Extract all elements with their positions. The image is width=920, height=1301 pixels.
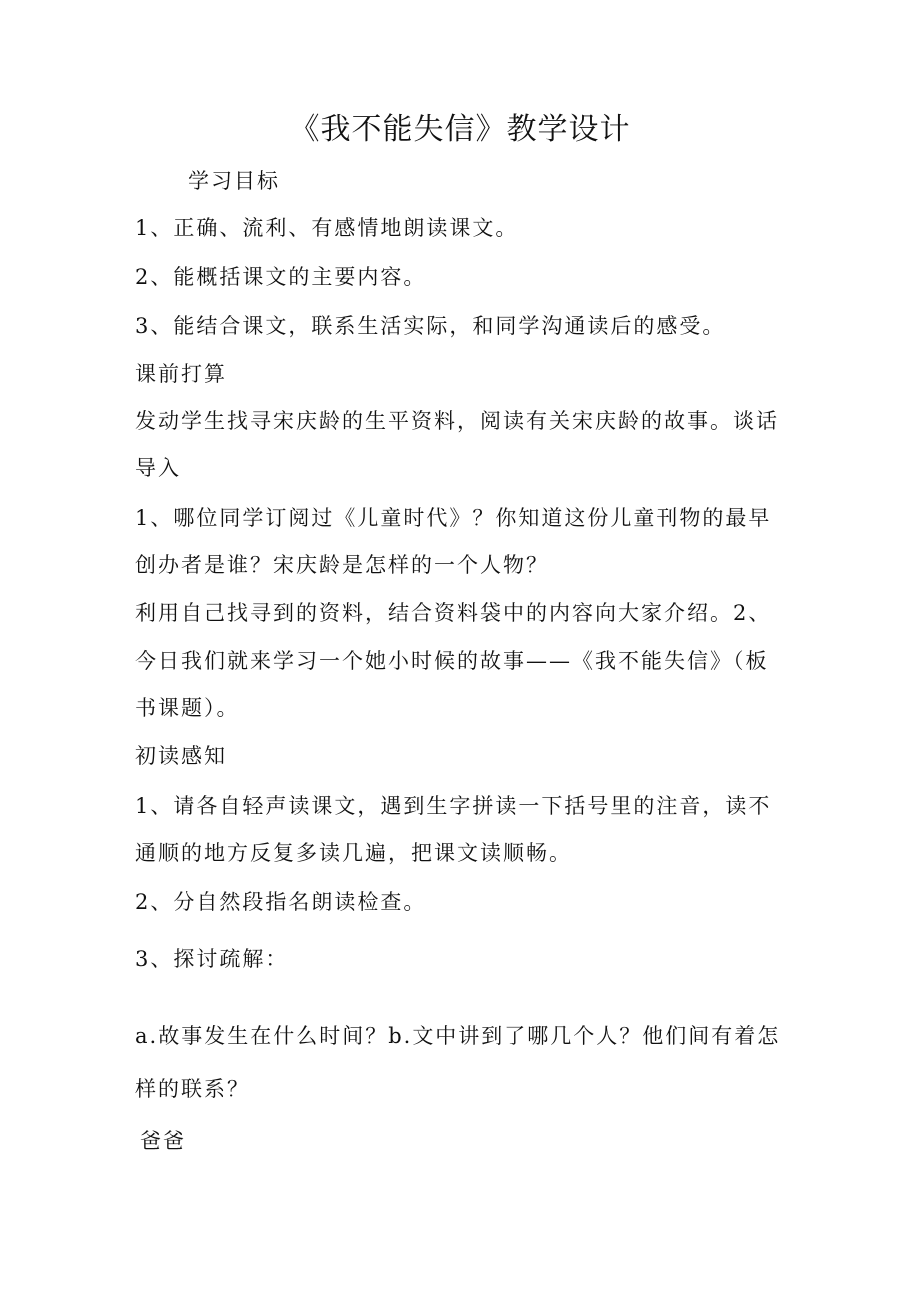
paragraph-line: 利用自己找寻到的资料，结合资料袋中的内容向大家介绍。2、	[135, 601, 772, 625]
paragraph-line: 1、请各自轻声读课文，遇到生字拼读一下括号里的注音，读不	[135, 794, 772, 818]
paragraph-line: 发动学生找寻宋庆龄的生平资料，阅读有关宋庆龄的故事。谈话	[135, 409, 779, 433]
paragraph-line: a.故事发生在什么时间？b.文中讲到了哪几个人？他们间有着怎	[135, 1024, 781, 1048]
paragraph-line: 2、分自然段指名朗读检查。	[135, 890, 427, 914]
objective-3: 3、能结合课文，联系生活实际，和同学沟通读后的感受。	[135, 314, 726, 338]
paragraph-line: 样的联系？	[135, 1077, 250, 1101]
paragraph-line: 1、哪位同学订阅过《儿童时代》？你知道这份儿童刊物的最早	[135, 506, 772, 530]
objective-2: 2、能概括课文的主要内容。	[135, 265, 427, 289]
paragraph-line: 书课题）。	[135, 696, 240, 720]
section-heading-preparation: 课前打算	[135, 362, 227, 386]
paragraph-line: 导入	[135, 456, 181, 480]
paragraph-line: 3、探讨疏解：	[135, 947, 289, 971]
paragraph-line: 今日我们就来学习一个她小时候的故事——《我不能失信》（板	[135, 649, 769, 673]
document-title: 《我不能失信》教学设计	[289, 112, 631, 147]
paragraph-line: 通顺的地方反复多读几遍，把课文读顺畅。	[135, 841, 572, 865]
objective-1: 1、正确、流利、有感情地朗读课文。	[135, 216, 519, 240]
diagram-label-father: 爸爸	[140, 1129, 186, 1153]
section-heading-first-reading: 初读感知	[135, 744, 227, 768]
section-heading-objectives: 学习目标	[188, 169, 280, 193]
paragraph-line: 创办者是谁？宋庆龄是怎样的一个人物？	[135, 553, 549, 577]
